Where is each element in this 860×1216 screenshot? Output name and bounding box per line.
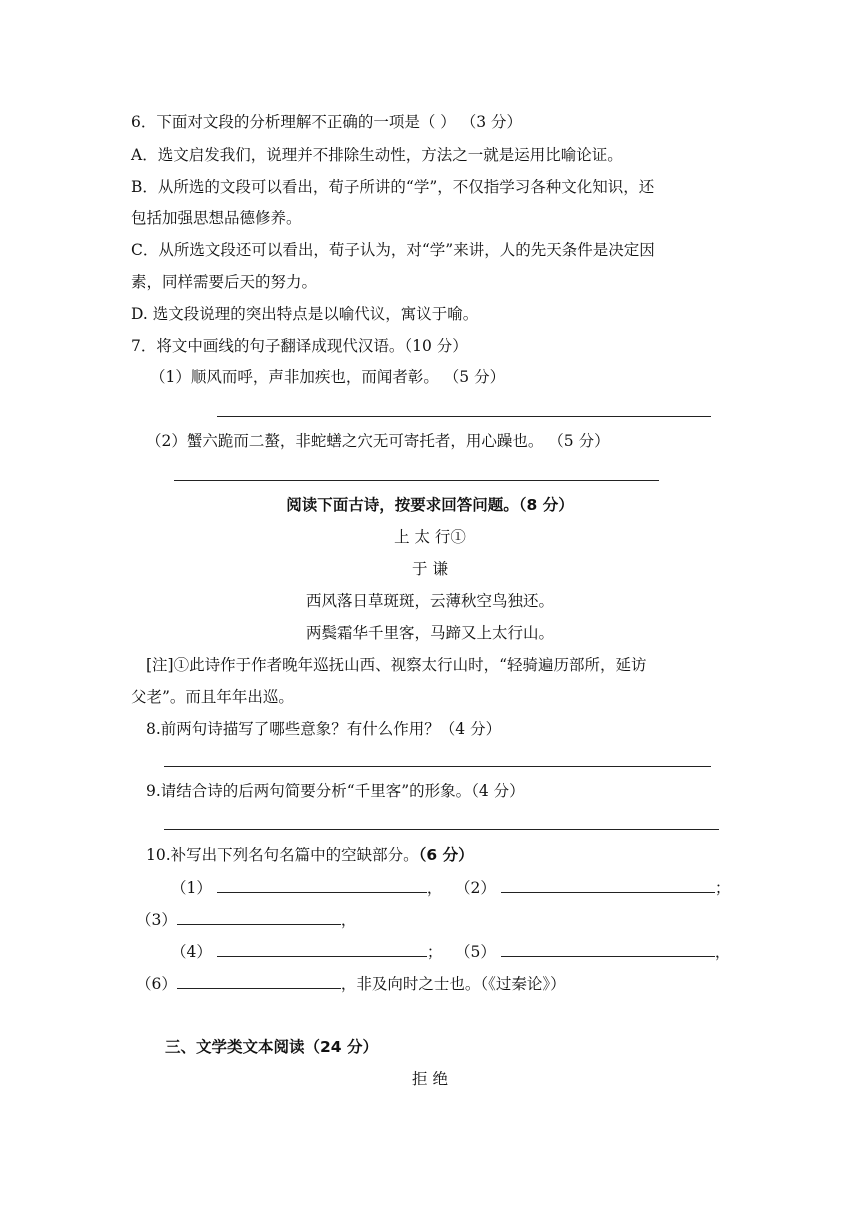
- q7-answer-line-1[interactable]: [217, 416, 711, 417]
- q10-row-3: [171, 940, 442, 963]
- q8-answer-line[interactable]: [164, 766, 711, 767]
- blank-1-punct: ，: [426, 879, 443, 897]
- poem-line-2: 两鬓霜华千里客，马蹄又上太行山。: [305, 624, 554, 642]
- blank-2-punct: ；: [714, 879, 731, 897]
- blank-label-4: （4）: [171, 943, 212, 961]
- blank-label-2: （2）: [455, 879, 496, 897]
- blank-6[interactable]: [177, 972, 341, 989]
- q10-points: （6 分）: [418, 846, 474, 864]
- poem-line-1: 西风落日草斑斑，云薄秋空鸟独还。: [305, 592, 554, 610]
- poem-heading: 阅读下面古诗，按要求回答问题。（8 分）: [286, 496, 574, 514]
- q8-stem: 8.前两句诗描写了哪些意象？有什么作用？（4 分）: [146, 720, 502, 738]
- blank-1[interactable]: [217, 876, 427, 893]
- q10-row-1: [171, 876, 442, 899]
- poem-title: 上 太 行①: [394, 528, 466, 546]
- q10-stem-text: 10.补写出下列名句名篇中的空缺部分。: [146, 846, 419, 864]
- poem-note-line2: 父老”。而且年年出巡。: [131, 688, 294, 706]
- q6-stem: 6．下面对文段的分析理解不正确的一项是（ ） （3 分）: [131, 113, 523, 131]
- q6-option-c-line2: 素，同样需要后天的努力。: [131, 273, 318, 291]
- q7-sentence-1: （1）顺风而呼，声非加疾也，而闻者彰。 （5 分）: [150, 368, 506, 386]
- blank-label-1: （1）: [171, 879, 212, 897]
- q7-stem: 7．将文中画线的句子翻译成现代汉语。（10 分）: [131, 337, 468, 355]
- blank-4-punct: ；: [426, 943, 443, 961]
- blank-label-5: （5）: [455, 943, 496, 961]
- q7-answer-line-2[interactable]: [174, 480, 659, 481]
- q10-tail-text: ，非及向时之士也。（《过秦论》）: [340, 975, 566, 993]
- q6-option-b-line2: 包括加强思想品德修养。: [131, 209, 302, 227]
- q10-row-3b: [455, 940, 730, 963]
- blank-4[interactable]: [217, 940, 427, 957]
- blank-label-6: （6）: [136, 975, 177, 993]
- q6-option-b-line1: B．从所选的文段可以看出，荀子所讲的“学”，不仅指学习各种文化知识，还: [131, 178, 655, 196]
- q9-answer-line[interactable]: [164, 829, 719, 830]
- q9-stem: 9.请结合诗的后两句简要分析“千里客”的形象。（4 分）: [146, 782, 525, 800]
- q10-row-4: [136, 972, 566, 995]
- q6-option-a: A．选文启发我们，说理并不排除生动性，方法之一就是运用比喻论证。: [131, 146, 623, 164]
- q10-row-2: [136, 908, 356, 931]
- story-title: 拒 绝: [412, 1070, 448, 1088]
- blank-5[interactable]: [501, 940, 715, 957]
- section-3-heading: 三、文学类文本阅读（24 分）: [165, 1038, 378, 1056]
- q6-option-d: D. 选文段说理的突出特点是以喻代议，寓议于喻。: [131, 305, 479, 323]
- q7-sentence-2: （2）蟹六跪而二螯，非蛇蟮之穴无可寄托者，用心躁也。 （5 分）: [146, 432, 610, 450]
- blank-5-punct: ，: [714, 943, 731, 961]
- blank-3[interactable]: [177, 908, 341, 925]
- poem-author: 于 谦: [412, 560, 448, 578]
- q10-row-1b: [455, 876, 730, 899]
- poem-note-line1: [注]①此诗作于作者晚年巡抚山西、视察太行山时，“轻骑遍历部所，延访: [146, 656, 647, 674]
- blank-2[interactable]: [501, 876, 715, 893]
- blank-label-3: （3）: [136, 911, 177, 929]
- q10-stem: [146, 844, 474, 866]
- q6-option-c-line1: C．从所选文段还可以看出，荀子认为，对“学”来讲，人的先天条件是决定因: [131, 241, 655, 259]
- blank-3-punct: ，: [340, 911, 357, 929]
